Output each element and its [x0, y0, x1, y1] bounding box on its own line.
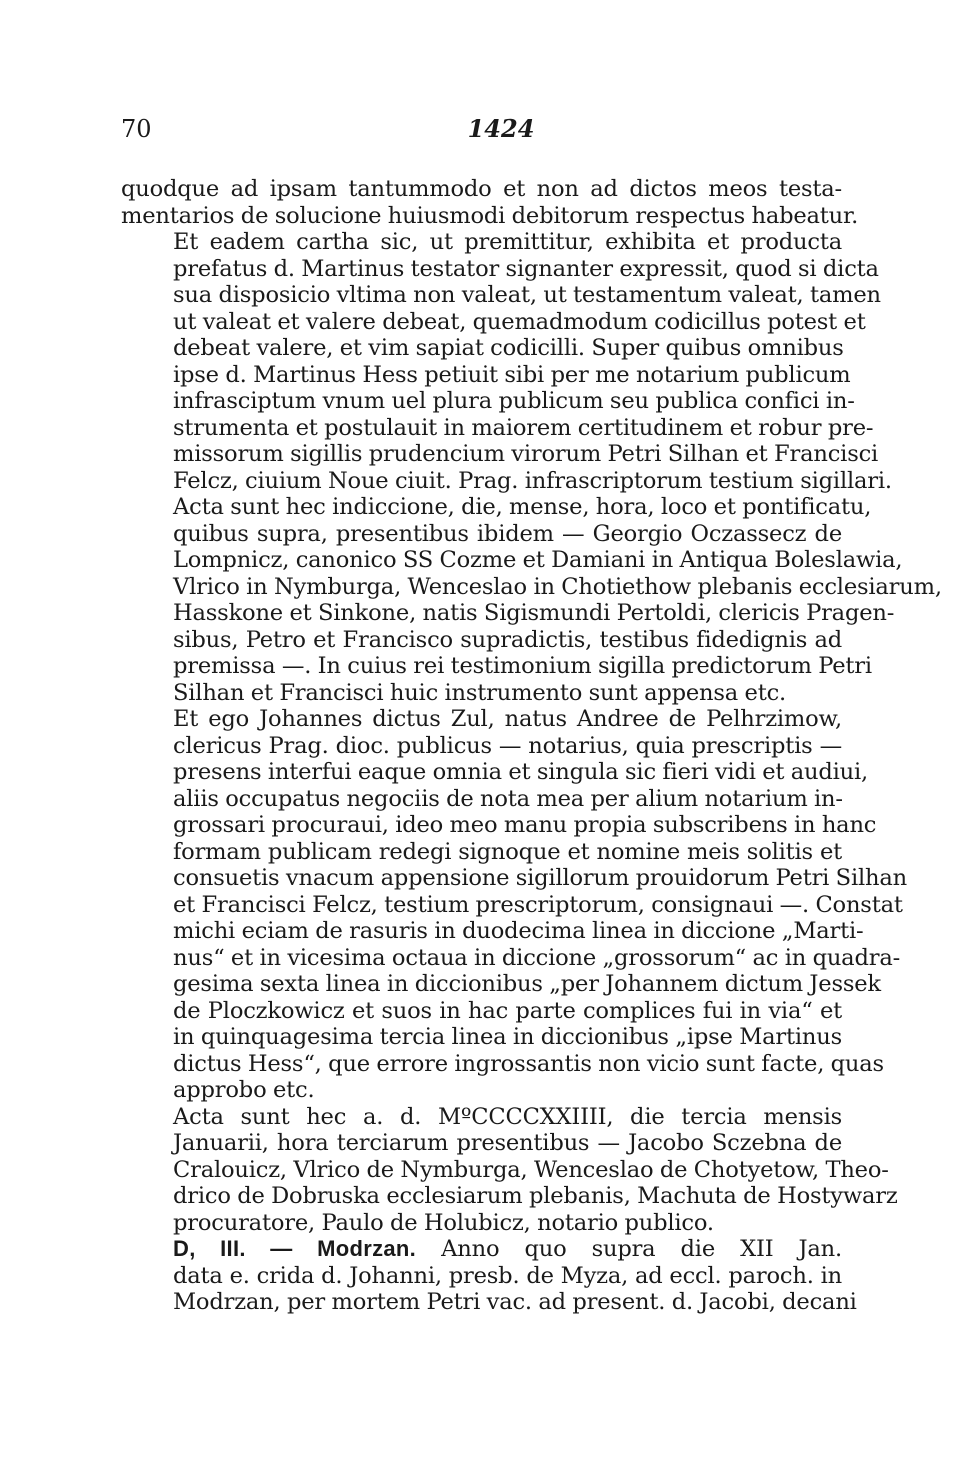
text-line: Acta sunt hec indiccione, die, mense, hora, loco et pontificatu,: [173, 494, 872, 520]
text-line: missorum sigillis prudencium virorum Petri Silhan et Francisci: [173, 441, 879, 467]
text-line: ipse d. Martinus Hess petiuit sibi per me notarium publicum: [173, 361, 851, 388]
text-line: presens interfui eaque omnia et singula sic fieri vidi et audiui,: [173, 759, 869, 785]
running-head: [121, 112, 841, 146]
text-line: nus“ et in vicesima octaua in diccione „grossorum“ ac in quadra-: [173, 944, 901, 971]
text-line: data e. crida d. Johanni, presb. de Myza, ad eccl. paroch. in: [173, 1262, 842, 1289]
text-line: premissa —. In cuius rei testimonium sigilla predictorum Petri: [173, 653, 872, 679]
text-line: infrasciptum vnum uel plura publicum seu publica confici in-: [173, 388, 855, 414]
paragraph-4: [121, 1103, 898, 1237]
text-line: formam publicam redegi signoque et nomine meis solitis et: [173, 838, 842, 865]
text-line: gesima sexta linea in diccionibus „per Johannem dictum Jessek: [173, 971, 881, 997]
text-line: drico de Dobruska ecclesiarum plebanis, Machuta de Hostywarz: [173, 1183, 898, 1209]
text-line: Silhan et Francisci huic instrumento sunt appensa etc.: [173, 679, 787, 706]
text-line: Acta sunt hec a. d. MºCCCCXXIIII, die tercia mensis: [173, 1103, 842, 1130]
text-line: Lompnicz, canonico SS Cozme et Damiani in Antiqua Boleslawia,: [173, 547, 903, 573]
text-line: et Francisci Felcz, testium prescriptorum, consignaui —. Constat: [173, 891, 903, 918]
text-line: quibus supra, presentibus ibidem — Georgio Oczassecz de: [173, 520, 842, 547]
text-line: Et ego Johannes dictus Zul, natus Andree de Pelhrzimow,: [173, 706, 842, 732]
text-line: de Ploczkowicz et suos in hac parte complices fui in via“ et: [173, 997, 842, 1024]
text-line: Hasskone et Sinkone, natis Sigismundi Pertoldi, clericis Pragen-: [173, 600, 895, 626]
text-line: Cralouicz, Vlrico de Nymburga, Wenceslao de Chotyetow, Theo-: [173, 1156, 889, 1183]
text-line: sua disposicio vltima non valeat, ut testamentum valeat, tamen: [173, 282, 881, 308]
text-line: quodque ad ipsam tantummodo et non ad dictos meos testa-: [121, 176, 842, 202]
text-line: ut valeat et valere debeat, quemadmodum codicillus potest et: [173, 308, 866, 335]
text-line: Januarii, hora terciarum presentibus — Jacobo Sczebna de: [173, 1130, 842, 1156]
paragraph-3: [121, 706, 907, 1104]
paragraph-2: [121, 229, 942, 706]
text-line: strumenta et postulauit in maiorem certitudinem et robur pre-: [173, 414, 874, 441]
entry-paragraph: [121, 1236, 857, 1316]
text-line: clericus Prag. dioc. publicus — notarius, quia prescriptis —: [173, 732, 842, 759]
running-year: 1424: [467, 114, 535, 143]
entry-first-line: [121, 1236, 842, 1263]
text-line: in quinquagesima tercia linea in diccionibus „ipse Martinus: [173, 1024, 842, 1050]
text-line: Modrzan, per mortem Petri vac. ad present. d. Jacobi, decani: [173, 1289, 857, 1315]
text-line: procuratore, Paulo de Holubicz, notario publico.: [173, 1209, 714, 1236]
entry-heading: D, III. — Modrzan.: [173, 1236, 417, 1261]
page-number: 70: [121, 115, 152, 143]
text-line: consuetis vnacum appensione sigillorum prouidorum Petri Silhan: [173, 865, 907, 891]
text-line: sibus, Petro et Francisco supradictis, testibus fidedignis ad: [173, 626, 842, 653]
text-line: Vlrico in Nymburga, Wenceslao in Chotiethow plebanis ecclesiarum,: [173, 573, 942, 600]
text-line: dictus Hess“, que errore ingrossantis non vicio sunt facte, quas: [173, 1050, 884, 1077]
text-line: Et eadem cartha sic, ut premittitur, exhibita et producta: [173, 229, 842, 255]
paragraph-1: [121, 176, 859, 229]
text-line: debeat valere, et vim sapiat codicilli. Super quibus omnibus: [173, 335, 844, 361]
text-line: Felcz, ciuium Noue ciuit. Prag. infrascriptorum testium sigillari.: [173, 467, 892, 494]
text-line: mentarios de solucione huiusmodi debitorum respectus habeatur.: [121, 202, 859, 229]
text-line: aliis occupatus negociis de nota mea per alium notarium in-: [173, 785, 843, 812]
body-text: [121, 176, 942, 1316]
text-line: grossari procuraui, ideo meo manu propia subscribens in hanc: [173, 812, 877, 838]
text-line: approbo etc.: [173, 1077, 315, 1103]
text-line: Anno quo supra die XII Jan.: [441, 1236, 842, 1262]
text-line: michi eciam de rasuris in duodecima linea in diccione „Marti-: [173, 918, 864, 944]
text-line: prefatus d. Martinus testator signanter expressit, quod si dicta: [173, 255, 879, 282]
